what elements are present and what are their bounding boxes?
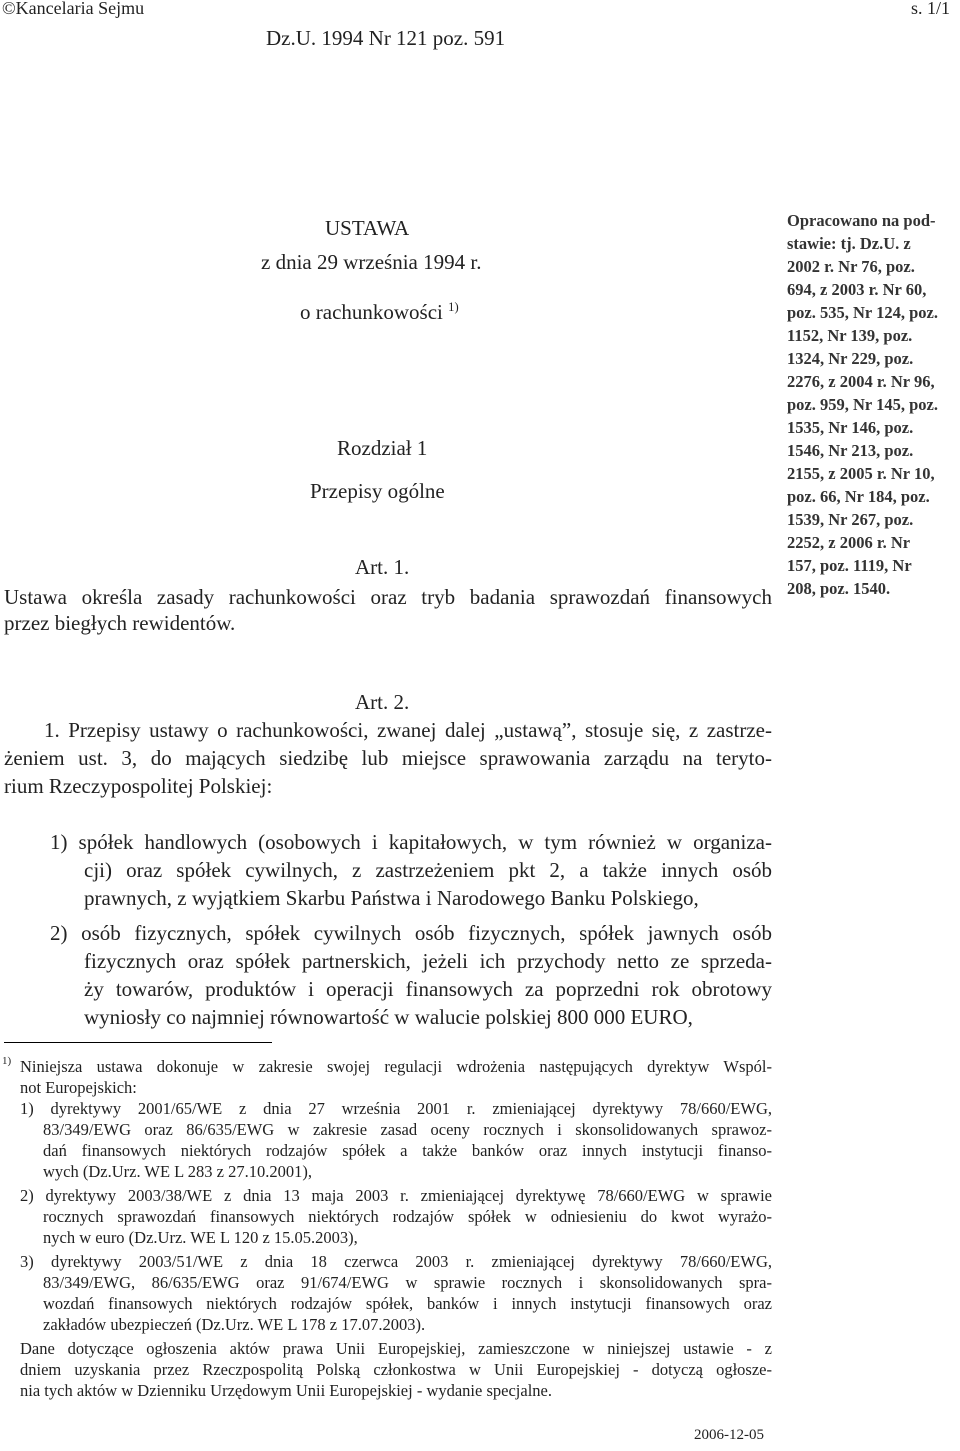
item-2-line: 2) osób fizycznych, spółek cywilnych osób fizycznych, spółek jawnych osób xyxy=(50,921,772,945)
item-2-line: wyniosły co najmniej równowartość w walucie polskiej 800 000 EURO, xyxy=(84,1005,693,1029)
art-1-line: przez biegłych rewidentów. xyxy=(4,611,236,635)
source-note-line: 1324, Nr 229, poz. xyxy=(787,349,914,368)
footer-date: 2006-12-05 xyxy=(694,1427,764,1443)
source-note-line: 1152, Nr 139, poz. xyxy=(787,326,913,345)
source-note-line: poz. 66, Nr 184, poz. xyxy=(787,487,930,506)
source-note-line: stawie: tj. Dz.U. z xyxy=(787,234,911,253)
source-note-line: 2155, z 2005 r. Nr 10, xyxy=(787,464,935,483)
footnote-line: 83/349/EWG, 86/635/EWG oraz 91/674/EWG w sprawie rocznych i skonsolidowanych spra- xyxy=(43,1273,772,1292)
art-2-line: żeniem ust. 3, do mających siedzibę lub miejsce sprawowania zarządu na teryto- xyxy=(4,746,772,770)
art-1-line: Ustawa określa zasady rachunkowości oraz tryb badania sprawozdań finansowych xyxy=(4,585,772,609)
source-note-line: 157, poz. 1119, Nr xyxy=(787,556,912,575)
item-2-line: fizycznych oraz spółek partnerskich, jeżeli ich przychody netto ze sprzeda- xyxy=(84,949,772,973)
item-1-line: cji) oraz spółek cywilnych, z zastrzeżeniem pkt 2, a także innych osób xyxy=(84,858,772,882)
footnote-line: dań finansowych niektórych rodzajów spółek a także banków oraz innych instytucji finanso- xyxy=(43,1141,772,1160)
footnote-line: wych (Dz.Urz. WE L 283 z 27.10.2001), xyxy=(43,1162,312,1181)
act-subject xyxy=(300,300,459,325)
source-note-line: poz. 959, Nr 145, poz. xyxy=(787,395,938,414)
footnote-line: not Europejskich: xyxy=(20,1078,137,1097)
footnote-separator xyxy=(4,1042,272,1043)
source-note-line: 208, poz. 1540. xyxy=(787,579,891,598)
chapter-name: Przepisy ogólne xyxy=(310,479,445,503)
act-date: z dnia 29 września 1994 r. xyxy=(261,250,482,274)
source-note-line: 2276, z 2004 r. Nr 96, xyxy=(787,372,935,391)
item-2-line: ży towarów, produktów i operacji finansowych za poprzedni rok obrotowy xyxy=(84,977,772,1001)
footnote-line: 3) dyrektywy 2003/51/WE z dnia 18 czerwca 2003 r. zmieniającej dyrektywy 78/660/EWG, xyxy=(20,1252,772,1271)
source-note-line: 694, z 2003 r. Nr 60, xyxy=(787,280,927,299)
source-note-line: Opracowano na pod- xyxy=(787,211,936,230)
art-2-label: Art. 2. xyxy=(355,690,410,714)
art-1-label: Art. 1. xyxy=(355,555,410,579)
footnote-line: 83/349/EWG oraz 86/635/EWG w zakresie zasad oceny rocznych i skonsolidowanych sprawoz- xyxy=(43,1120,772,1139)
act-title: USTAWA xyxy=(325,216,410,240)
chapter-label: Rozdział 1 xyxy=(337,436,428,460)
footnote-line: Dane dotyczące ogłoszenia aktów prawa Unii Europejskiej, zamieszczone w niniejszej ustawie - z xyxy=(20,1339,772,1358)
footnote-line: 1) dyrektywy 2001/65/WE z dnia 27 września 2001 r. zmieniającej dyrektywy 78/660/EWG, xyxy=(20,1099,772,1118)
footnote-line: Niniejsza ustawa dokonuje w zakresie swojej regulacji wdrożenia następujących dyrektyw Wspól- xyxy=(20,1057,772,1076)
art-2-line: 1. Przepisy ustawy o rachunkowości, zwanej dalej „ustawą”, stosuje się, z zastrze- xyxy=(44,718,772,742)
art-2-line: rium Rzeczypospolitej Polskiej: xyxy=(4,774,273,798)
header-copyright: ©Kancelaria Sejmu xyxy=(2,0,145,18)
footnote-line: dniem uzyskania przez Rzeczpospolitą Polską członkostwa w Unii Europejskiej - dotyczą ogłosze- xyxy=(20,1360,772,1379)
source-note-line: 2252, z 2006 r. Nr xyxy=(787,533,911,552)
footnote-marker: 1) xyxy=(2,1055,12,1067)
source-note-line: 1535, Nr 146, poz. xyxy=(787,418,914,437)
item-1-line: 1) spółek handlowych (osobowych i kapitałowych, w tym również w organiza- xyxy=(50,830,772,854)
footnote-ref-1[interactable]: 1) xyxy=(448,300,459,314)
footnote-line: 2) dyrektywy 2003/38/WE z dnia 13 maja 2003 r. zmieniającej dyrektywę 78/660/EWG w sprawie xyxy=(20,1186,772,1205)
footnote-line: wozdań finansowych niektórych rodzajów spółek, banków i innych instytucji finansowych oraz xyxy=(43,1294,772,1313)
footnote-line: rocznych sprawozdań finansowych niektórych rodzajów spółek w odniesieniu do kwot wyrażo- xyxy=(43,1207,772,1226)
source-note-line: 1539, Nr 267, poz. xyxy=(787,510,914,529)
footnote-line: nych w euro (Dz.Urz. WE L 120 z 15.05.2003), xyxy=(43,1228,358,1247)
item-1-line: prawnych, z wyjątkiem Skarbu Państwa i Narodowego Banku Polskiego, xyxy=(84,886,699,910)
act-subject-text: o rachunkowości xyxy=(300,300,443,324)
header-page-number: s. 1/1 xyxy=(911,0,951,18)
source-note-line: 2002 r. Nr 76, poz. xyxy=(787,257,915,276)
doc-reference: Dz.U. 1994 Nr 121 poz. 591 xyxy=(266,26,506,50)
footnote-line: zakładów ubezpieczeń (Dz.Urz. WE L 178 z 17.07.2003). xyxy=(43,1315,426,1334)
source-note-line: 1546, Nr 213, poz. xyxy=(787,441,914,460)
footnote-line: nia tych aktów w Dzienniku Urzędowym Unii Europejskiej - wydanie specjalne. xyxy=(20,1381,552,1400)
source-note-line: poz. 535, Nr 124, poz. xyxy=(787,303,938,322)
